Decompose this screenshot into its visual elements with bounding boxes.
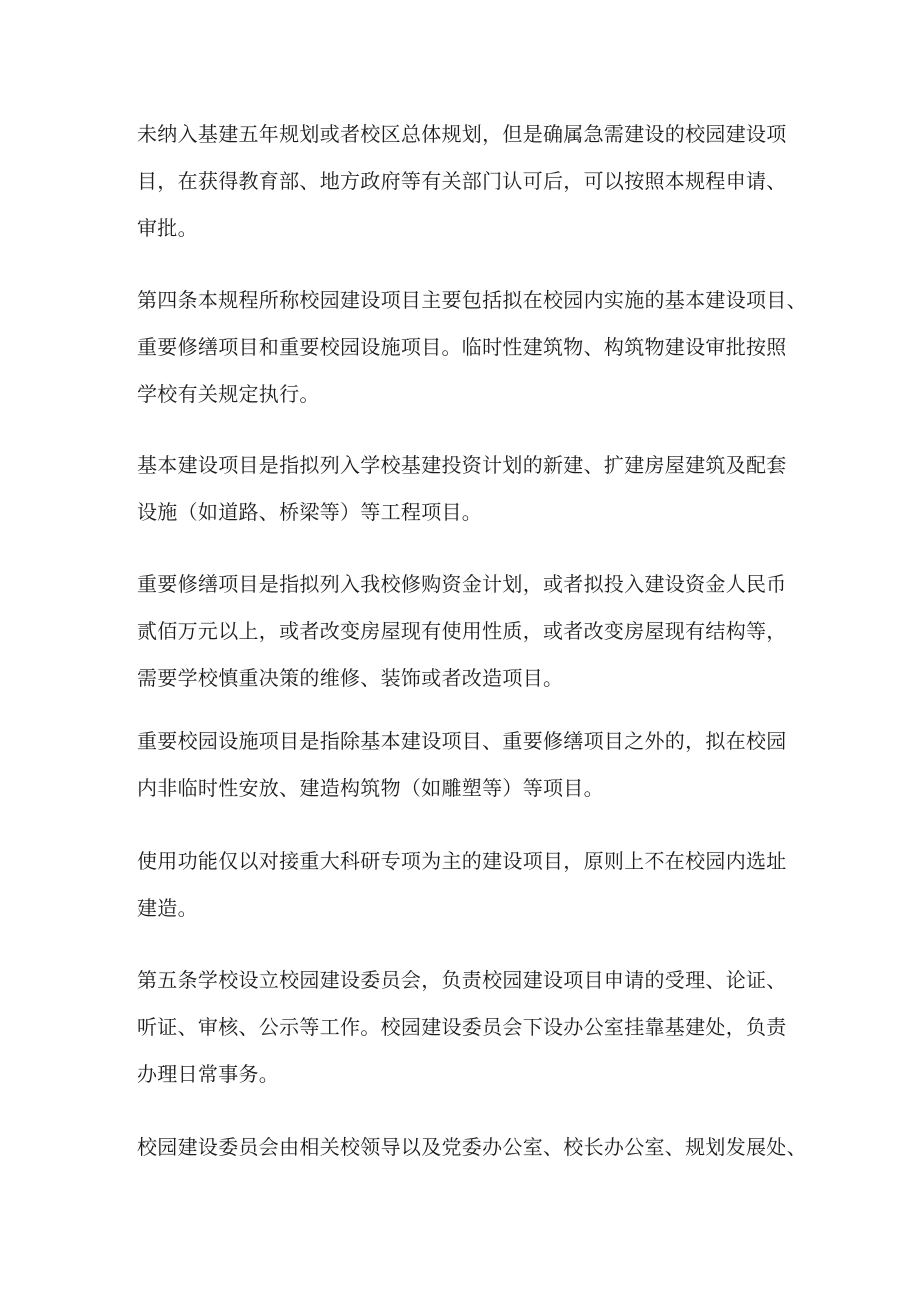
text-line: 第四条本规程所称校园建设项目主要包括拟在校园内实施的基本建设项目、 xyxy=(137,288,807,312)
text-line: 审批。 xyxy=(137,216,198,240)
paragraph-article-4 xyxy=(137,277,807,418)
paragraph-unplanned-projects xyxy=(137,111,797,252)
text-line: 贰佰万元以上，或者改变房屋现有使用性质，或者改变房屋现有结构等， xyxy=(137,619,787,643)
text-line: 重要修缮项目是指拟列入我校修购资金计划，或者拟投入建设资金人民币 xyxy=(137,572,787,596)
text-line: 学校有关规定执行。 xyxy=(137,382,320,406)
paragraph-basic-construction xyxy=(137,442,797,536)
text-line: 需要学校慎重决策的维修、装饰或者改造项目。 xyxy=(137,666,564,690)
text-line: 校园建设委员会由相关校领导以及党委办公室、校长办公室、规划发展处、 xyxy=(137,1135,807,1159)
paragraph-research-projects xyxy=(137,838,797,932)
text-line: 目，在获得教育部、地方政府等有关部门认可后，可以按照本规程申请、 xyxy=(137,169,787,193)
text-line: 第五条学校设立校园建设委员会，负责校园建设项目申请的受理、论证、 xyxy=(137,968,787,992)
text-line: 重要校园设施项目是指除基本建设项目、重要修缮项目之外的，拟在校园 xyxy=(137,729,787,753)
text-line: 设施（如道路、桥梁等）等工程项目。 xyxy=(137,500,483,524)
text-line: 未纳入基建五年规划或者校区总体规划，但是确属急需建设的校园建设项 xyxy=(137,122,787,146)
text-line: 办理日常事务。 xyxy=(137,1062,280,1086)
text-line: 建造。 xyxy=(137,896,198,920)
paragraph-major-repair xyxy=(137,561,797,702)
paragraph-committee-composition xyxy=(137,1124,807,1171)
paragraph-article-5 xyxy=(137,957,797,1098)
text-line: 使用功能仅以对接重大科研专项为主的建设项目，原则上不在校园内选址 xyxy=(137,849,787,873)
text-line: 内非临时性安放、建造构筑物（如雕塑等）等项目。 xyxy=(137,776,604,800)
text-line: 听证、审核、公示等工作。校园建设委员会下设办公室挂靠基建处，负责 xyxy=(137,1015,787,1039)
text-line: 基本建设项目是指拟列入学校基建投资计划的新建、扩建房屋建筑及配套 xyxy=(137,453,787,477)
text-line: 重要修缮项目和重要校园设施项目。临时性建筑物、构筑物建设审批按照 xyxy=(137,335,787,359)
paragraph-campus-facilities xyxy=(137,718,797,812)
